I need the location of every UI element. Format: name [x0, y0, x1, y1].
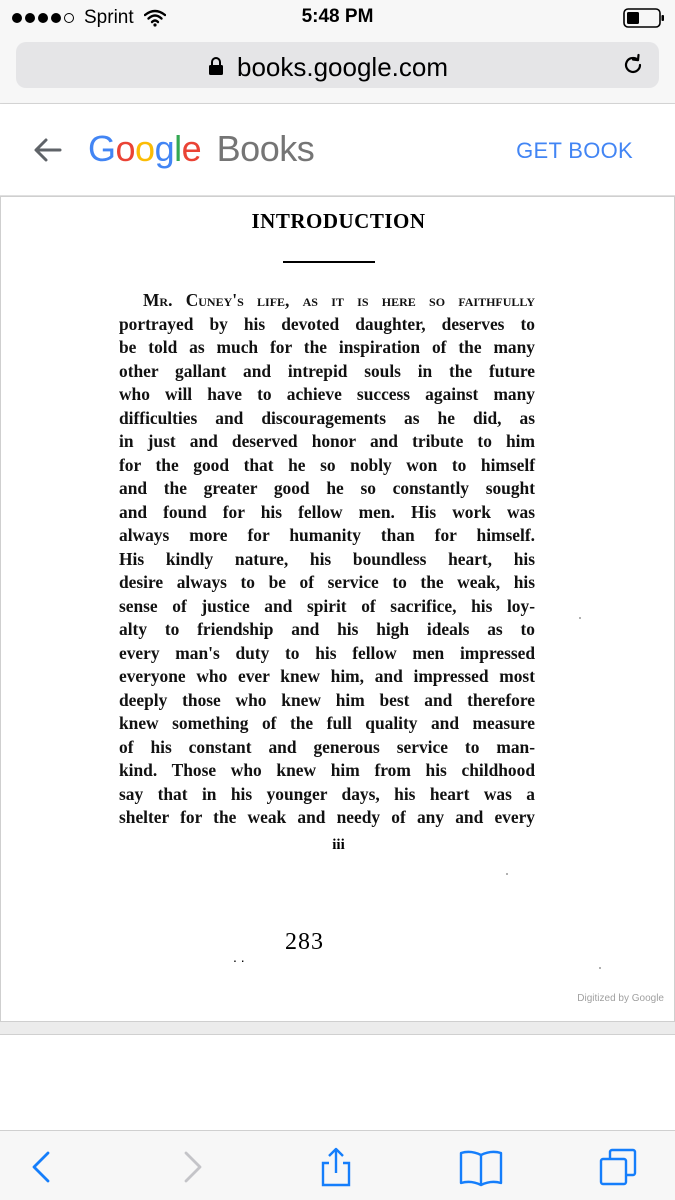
tabs-icon[interactable]: [598, 1147, 638, 1187]
text-line: for the good that he so nobly won to himself: [119, 454, 535, 475]
next-book-page: [0, 1034, 675, 1130]
back-chevron-icon[interactable]: [22, 1147, 62, 1187]
text-line: say that in his younger days, his heart was a: [119, 783, 535, 804]
text-line: be told as much for the inspiration of the many: [119, 337, 535, 357]
text-line: alty to friendship and his high ideals as to: [119, 619, 535, 639]
text-line: portrayed by his devoted daughter, deserves to: [119, 313, 535, 334]
text-line: and found for his fellow men. His work was: [119, 501, 535, 522]
text-line: in just and deserved honor and tribute to him: [119, 431, 535, 451]
library-stamp-number: 283: [285, 929, 324, 955]
carrier-name: Sprint: [84, 7, 134, 28]
logo-letter: o: [135, 128, 155, 169]
text-line: shelter for the weak and needy of any and every: [119, 807, 535, 827]
text-line: and the greater good he so constantly sought: [119, 478, 535, 498]
text-line: sense of justice and spirit of sacrifice, his loy-: [119, 595, 535, 616]
text-line: always more for humanity than for himself.: [119, 525, 535, 545]
page-body-text: [119, 289, 535, 830]
reload-icon[interactable]: [621, 53, 645, 77]
text-line: everyone who ever knew him, and impressed most: [119, 666, 535, 686]
status-bar: [0, 0, 675, 36]
bookmarks-icon[interactable]: [458, 1147, 504, 1187]
page-number: iii: [332, 837, 345, 853]
text-line: other gallant and intrepid souls in the future: [119, 360, 535, 381]
google-books-header: [0, 104, 675, 196]
url-text: books.google.com: [236, 52, 449, 82]
text-line: deeply those who knew him best and therefore: [119, 689, 535, 710]
digitized-credit: Digitized by Google: [577, 993, 664, 1004]
logo-letter: e: [181, 128, 202, 169]
logo-letter: l: [174, 128, 182, 169]
text-line: who will have to achieve success against many: [119, 384, 535, 404]
browser-url-area: [0, 36, 675, 104]
logo-letter: G: [88, 128, 116, 169]
text-line: difficulties and discouragements as he did, as: [119, 407, 535, 428]
text-line: of his constant and generous service to man-: [119, 736, 535, 757]
logo-letter: o: [115, 128, 136, 169]
google-books-logo[interactable]: [88, 128, 314, 170]
text-line: every man's duty to his fellow men impressed: [119, 642, 535, 663]
page-gap: [0, 1022, 675, 1034]
text-line: desire always to be of service to the weak, his: [119, 572, 535, 592]
scan-speck: [506, 873, 508, 875]
address-bar[interactable]: [16, 42, 659, 88]
text-line: kind. Those who knew him from his childhood: [119, 760, 535, 780]
logo-books: Books: [216, 128, 315, 169]
text-line: Mr. Cuney's life, as it is here so faithfully: [143, 290, 535, 310]
stamp-dots: . .: [233, 949, 245, 965]
share-icon[interactable]: [316, 1147, 356, 1187]
scan-speck: [579, 617, 581, 619]
back-arrow-icon[interactable]: [32, 134, 64, 166]
text-line: His kindly nature, his boundless heart, his: [119, 548, 535, 569]
logo-letter: g: [154, 128, 175, 169]
heading-rule: [283, 261, 375, 263]
get-book-button[interactable]: GET BOOK: [516, 138, 633, 163]
page-heading: INTRODUCTION: [251, 209, 426, 233]
text-line: knew something of the full quality and measure: [119, 713, 535, 733]
forward-chevron-icon[interactable]: [172, 1147, 212, 1187]
book-page: [0, 196, 675, 1022]
browser-toolbar: [0, 1130, 675, 1200]
scan-speck: [599, 967, 601, 969]
status-time: 5:48 PM: [301, 6, 374, 27]
battery-icon: [623, 8, 665, 28]
